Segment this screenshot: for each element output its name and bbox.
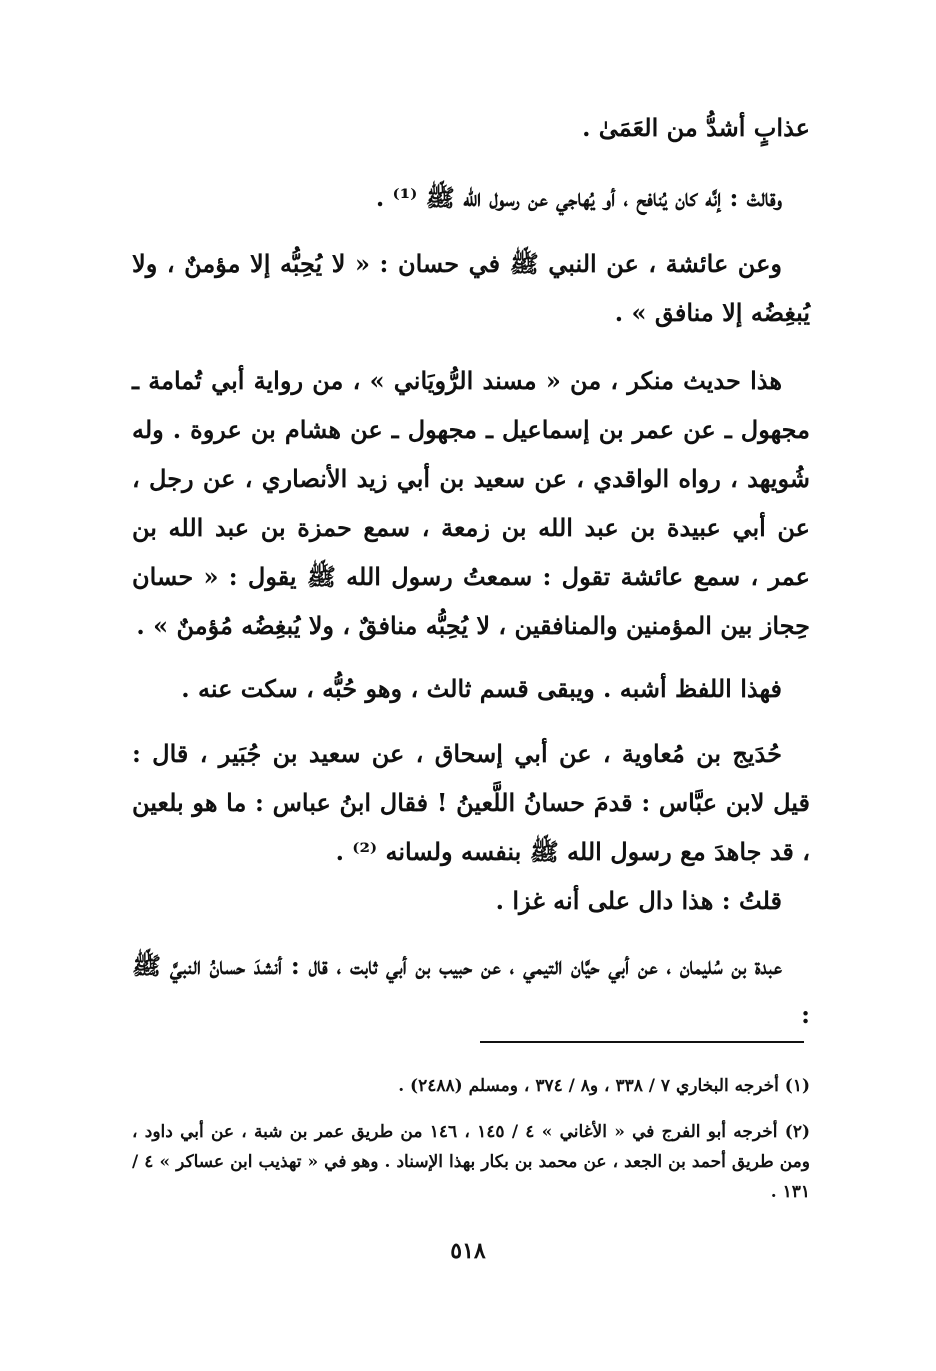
paragraph-6: حُدَيج بن مُعاوية ، عن أبي إسحاق ، عن سعيد بن جُبَير ، قال : قيل لابن عبَّاس : قدمَ حسانُ اللَّعينُ ! فقال ابنُ عباس : ما هو بلعين ، قد جاهدَ مع رسول الله ﷺ بنفسه ولسانه ⁽²⁾ . [132,739,810,866]
paragraph-1: عذابٍ أشدُّ من العَمَىٰ . [582,113,810,142]
footnote-separator [480,1041,804,1043]
footnote-2: (٢) أخرجه أبو الفرج في « الأغاني » ٤ / ١٤٥ ، ١٤٦ من طريق عمر بن شبة ، عن أبي داود ، ومن طريق أحمد بن الجعد ، عن محمد بن بكار بهذا الإسناد . وهو في « تهذيب ابن عساكر » ٤ / ١٣١ . [132,1122,811,1202]
paragraph-7: قلتُ : هذا دال على أنه غزا . [495,886,782,915]
footnote-1: (١) أخرجه البخاري ٧ / ٣٣٨ ، و٨ / ٣٧٤ ، ومسلم (٢٤٨٨) . [398,1076,810,1096]
page-number: ٥١٨ [450,1238,486,1264]
main-text [132,103,810,1039]
paragraph-3: وعن عائشة ، عن النبي ﷺ في حسان : « لا يُحِبُّه إلا مؤمنٌ ، ولا يُبغِضُه إلا منافق » . [132,249,810,327]
paragraph-5: فهذا اللفظ أشبه . ويبقى قسم ثالث ، وهو حُبُّه ، سكت عنه . [181,674,782,703]
paragraph-2: وقالتْ : إنَّه كان يُنافح ، أو يُهاجي عن رسول الله ﷺ ⁽¹⁾ . [375,183,782,212]
paragraph-8: عبدة بن سُليمان ، عن أبي حيَّان التيمي ، عن حبيب بن أبي ثابت ، قال : أنشدَ حسانُ النبيَّ ﷺ : [132,951,810,1029]
paragraph-4: هذا حديث منكر ، من « مسند الرُّويَاني » ، من رواية أبي تُمامة ـ مجهول ـ عن عمر بن إسماعيل ـ مجهول ـ عن هشام بن عروة . وله شُويهد ، رواه الواقدي ، عن سعيد بن أبي زيد الأنصاري ، عن رجل ، عن أبي عبيدة بن عبد الله بن زمعة ، سمع حمزة بن عبد الله بن عمر ، سمع عائشة تقول : سمعتُ رسول الله ﷺ يقول : « حسان حِجاز بين المؤمنين والمنافقين ، لا يُحِبُّه منافقٌ ، ولا يُبغِضُه مُؤمنٌ » . [132,366,810,640]
